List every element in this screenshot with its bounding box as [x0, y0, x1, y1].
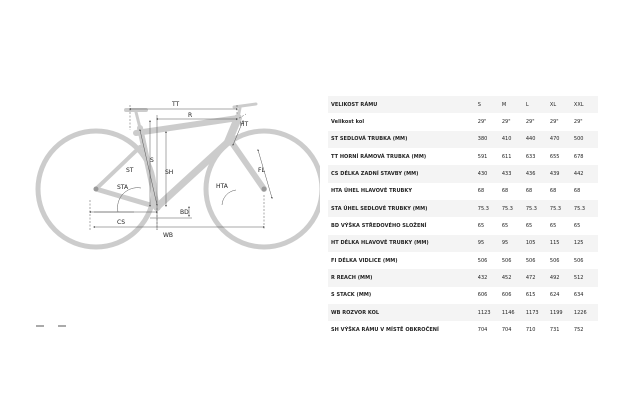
- row-value: 624: [549, 292, 560, 299]
- row-value: 606: [501, 292, 512, 299]
- row-value: 710: [525, 327, 536, 334]
- table-row: [328, 148, 598, 165]
- table-row: [328, 235, 598, 252]
- row-value: 452: [502, 269, 526, 286]
- row-value: 506: [501, 257, 512, 264]
- size-header: S: [478, 96, 502, 113]
- row-label: WB ROZVOR KOL: [328, 304, 478, 321]
- table-row: [328, 131, 598, 148]
- label-r: R: [188, 112, 193, 119]
- row-label: TT HORNÍ RÁMOVÁ TRUBKA (MM): [331, 153, 427, 160]
- row-value: 1123: [478, 304, 502, 321]
- row-value: 606: [477, 292, 488, 299]
- label-ht: HT: [240, 121, 249, 128]
- label-cs: CS: [117, 219, 125, 226]
- row-value: 68: [477, 188, 485, 195]
- size-header: XL: [550, 96, 574, 113]
- row-value: 1199: [550, 304, 574, 321]
- label-sta: STA: [117, 184, 129, 191]
- table-row: [328, 304, 598, 321]
- row-label: HTA ÚHEL HLAVOVÉ TRUBKY: [331, 188, 413, 195]
- header-label: VELIKOST RÁMU: [328, 96, 478, 113]
- row-value: 704: [501, 327, 512, 334]
- row-value: 380: [478, 131, 502, 148]
- row-value: 432: [478, 269, 502, 286]
- row-value: 615: [525, 292, 536, 299]
- size-header: L: [526, 96, 550, 113]
- size-header: M: [502, 96, 526, 113]
- geometry-spec-table: [328, 96, 598, 339]
- row-value: 500: [574, 131, 598, 148]
- row-value: 472: [526, 269, 550, 286]
- label-st: ST: [126, 167, 134, 174]
- row-value: 75.3: [502, 200, 526, 217]
- label-sh: SH: [165, 169, 174, 176]
- row-value: 75.3: [478, 200, 502, 217]
- row-value: 68: [525, 188, 533, 195]
- row-value: 1146: [502, 304, 526, 321]
- row-value: 512: [574, 269, 598, 286]
- row-label: CS DÉLKA ZADNÍ STAVBY (MM): [328, 165, 478, 182]
- row-value: 29": [549, 119, 559, 126]
- row-label: S STACK (MM): [331, 292, 372, 299]
- row-value: 704: [477, 327, 488, 334]
- row-value: 115: [550, 235, 574, 252]
- row-value: 433: [502, 165, 526, 182]
- label-fl: FL: [258, 167, 265, 174]
- row-value: 591: [477, 153, 488, 160]
- row-value: 430: [478, 165, 502, 182]
- row-value: 611: [501, 153, 512, 160]
- row-value: 68: [573, 188, 581, 195]
- row-value: 75.3: [526, 200, 550, 217]
- row-value: 75.3: [574, 200, 598, 217]
- row-value: 1173: [526, 304, 550, 321]
- row-value: 678: [573, 153, 584, 160]
- label-bd: BD: [180, 209, 189, 216]
- row-value: 731: [549, 327, 560, 334]
- row-value: 492: [550, 269, 574, 286]
- row-value: 442: [574, 165, 598, 182]
- row-value: 125: [574, 235, 598, 252]
- row-value: 65: [573, 223, 581, 230]
- rear-hub: [94, 187, 99, 192]
- row-label: HT DÉLKA HLAVOVÉ TRUBKY (MM): [328, 235, 478, 252]
- size-header: XXL: [574, 96, 598, 113]
- label-s: S: [150, 157, 154, 164]
- row-value: 29": [501, 119, 511, 126]
- handlebar: [234, 104, 256, 118]
- row-value: 436: [526, 165, 550, 182]
- row-value: 634: [573, 292, 584, 299]
- table-row: [328, 113, 598, 130]
- row-value: 95: [502, 235, 526, 252]
- row-value: 1226: [574, 304, 598, 321]
- row-value: 440: [526, 131, 550, 148]
- row-label: R REACH (MM): [328, 269, 478, 286]
- row-value: 65: [525, 223, 533, 230]
- row-value: 633: [525, 153, 536, 160]
- row-value: 439: [550, 165, 574, 182]
- row-value: 68: [501, 188, 509, 195]
- table-row: [328, 269, 598, 286]
- table-row: [328, 165, 598, 182]
- table-row: [328, 321, 598, 338]
- row-label: ST SEDLOVÁ TRUBKA (MM): [328, 131, 478, 148]
- label-wb: WB: [163, 232, 174, 239]
- row-value: 506: [573, 257, 584, 264]
- front-hub: [262, 187, 267, 192]
- row-value: 410: [502, 131, 526, 148]
- table-row: [328, 252, 598, 269]
- table-header-row: [328, 96, 598, 113]
- label-tt: TT: [172, 101, 180, 108]
- row-value: 75.3: [550, 200, 574, 217]
- row-label: FI DÉLKA VIDLICE (MM): [331, 257, 398, 264]
- row-value: 68: [549, 188, 557, 195]
- row-value: 655: [549, 153, 560, 160]
- label-hta: HTA: [216, 183, 228, 190]
- row-value: 506: [477, 257, 488, 264]
- row-label: SH VÝŠKA RÁMU V MÍSTĚ OBKROČENÍ: [331, 327, 439, 334]
- table-row: [328, 200, 598, 217]
- row-value: 470: [550, 131, 574, 148]
- table-row: [328, 287, 598, 304]
- row-label: BD VÝŠKA STŘEDOVÉHO SLOŽENÍ: [331, 223, 427, 230]
- seat-assembly: [126, 110, 146, 128]
- row-value: 29": [525, 119, 535, 126]
- row-value: 752: [573, 327, 584, 334]
- row-value: 65: [477, 223, 485, 230]
- row-value: 105: [526, 235, 550, 252]
- row-value: 506: [549, 257, 560, 264]
- row-value: 29": [573, 119, 583, 126]
- row-value: 506: [525, 257, 536, 264]
- row-label: Velikost kol: [331, 119, 365, 126]
- row-value: 29": [477, 119, 487, 126]
- table-row: [328, 217, 598, 234]
- row-label: STA ÚHEL SEDLOVÉ TRUBKY (MM): [328, 200, 478, 217]
- row-value: 65: [501, 223, 509, 230]
- table-row: [328, 183, 598, 200]
- row-value: 65: [549, 223, 557, 230]
- row-value: 95: [478, 235, 502, 252]
